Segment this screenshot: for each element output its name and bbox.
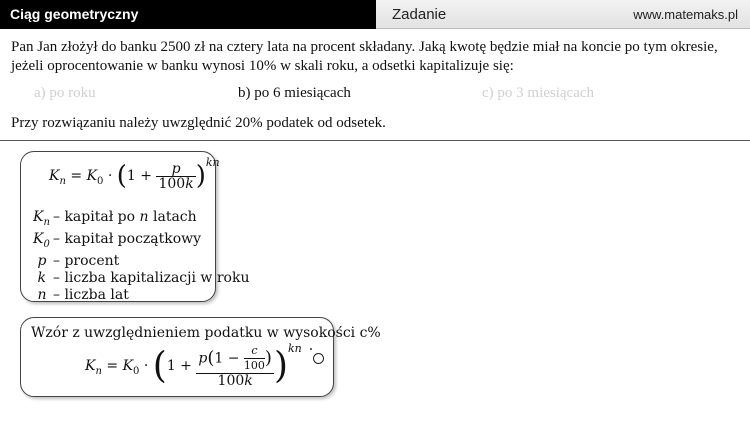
legend-row: p – procent bbox=[37, 252, 120, 269]
tax-formula: $K_n = K_0 \cdot (1$ + p(1 − $\frac{c}{100}$ ) 100k )$^{kn}$ bbox=[85, 342, 302, 389]
tax-formula-title: Wzór z uwzględnieniem podatku w wysokości c% bbox=[31, 325, 381, 341]
header-right bbox=[376, 0, 750, 29]
legend-row: n – liczba lat bbox=[37, 286, 129, 303]
option-b[interactable]: b) po 6 miesiącach bbox=[238, 85, 351, 101]
task-text: Pan Jan złożył do banku 2500 zł na cztery lata na procent składany. Jaką kwotę będzie miał na koncie po tym okresie, jeżeli oprocentowanie w banku wynosi 10% w skali roku, a odsetki kapitalizuje się: bbox=[11, 39, 718, 74]
option-a[interactable]: a) po roku bbox=[34, 85, 96, 101]
header-bar bbox=[0, 0, 750, 29]
legend-row: k – liczba kapitalizacji w roku bbox=[37, 269, 250, 286]
tax-formula-box bbox=[20, 317, 381, 397]
compound-interest-formula: $K_n = K_0 \cdot (1$ + $\frac{p}{100k}$ )$^{kn}$ bbox=[49, 156, 220, 192]
task-panel bbox=[0, 29, 750, 141]
option-c[interactable]: c) po 3 miesiącach bbox=[482, 85, 595, 101]
site-link[interactable]: www.matemaks.pl bbox=[633, 7, 738, 22]
formula-box bbox=[20, 151, 250, 303]
legend-row: $K_n$ – kapitał po n latach bbox=[33, 209, 197, 228]
circle-icon[interactable] bbox=[313, 353, 324, 364]
page-title: Ciąg geometryczny bbox=[0, 0, 376, 29]
task-tab-label: Zadanie bbox=[392, 6, 447, 23]
tax-note: Przy rozwiązaniu należy uwzględnić 20% podatek od odsetek. bbox=[11, 115, 386, 131]
legend-row: $K_0$ – kapitał początkowy bbox=[33, 230, 202, 250]
cursor-dot bbox=[310, 348, 312, 350]
formula-legend bbox=[33, 209, 249, 304]
